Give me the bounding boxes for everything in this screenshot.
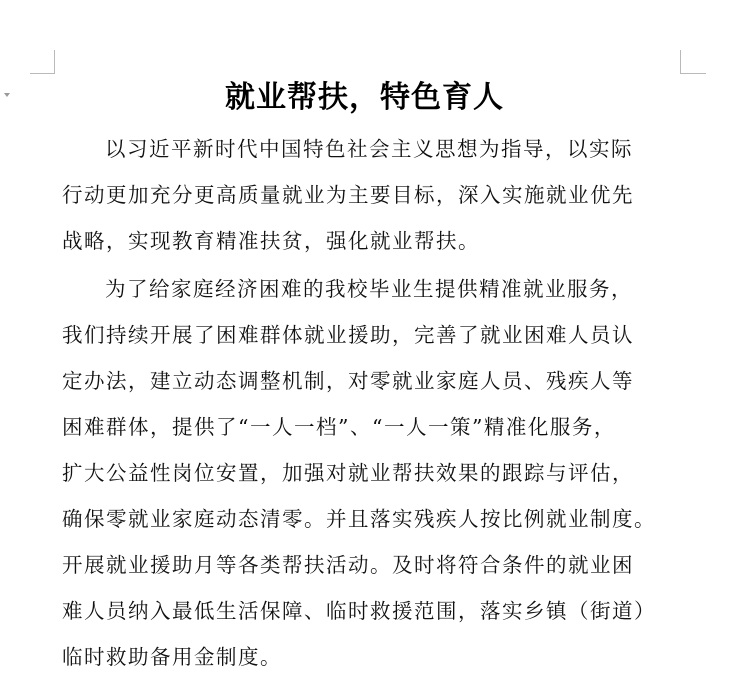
paragraph-2-line-2: 我们持续开展了困难群体就业援助，完善了就业困难人员认: [62, 323, 634, 347]
document-title: 就业帮扶，特色育人: [225, 80, 504, 115]
paragraph-2-line-5: 扩大公益性岗位安置，加强对就业帮扶效果的跟踪与评估，: [62, 461, 634, 485]
paragraph-1-line-2: 行动更加充分更高质量就业为主要目标，深入实施就业优先: [62, 183, 634, 207]
crop-mark-top-right: [680, 73, 706, 74]
paragraph-2-line-1: 为了给家庭经济困难的我校毕业生提供精准就业服务，: [105, 277, 633, 301]
paragraph-2-line-7: 开展就业援助月等各类帮扶活动。及时将符合条件的就业困: [62, 553, 634, 577]
paragraph-1-line-1: 以习近平新时代中国特色社会主义思想为指导，以实际: [105, 137, 633, 161]
paragraph-2-line-9: 临时救助备用金制度。: [62, 645, 282, 669]
paragraph-2-line-8: 难人员纳入最低生活保障、临时救援范围，落实乡镇（街道）: [62, 599, 656, 623]
crop-mark-top-left: [54, 50, 55, 74]
paragraph-2-line-3: 定办法，建立动态调整机制，对零就业家庭人员、残疾人等: [62, 369, 634, 393]
paragraph-2-line-4: 困难群体，提供了“一人一档”、“一人一策”精准化服务，: [62, 415, 616, 439]
paragraph-1-line-3: 战略，实现教育精准扶贫，强化就业帮扶。: [62, 229, 480, 253]
crop-mark-top-left: [30, 73, 55, 74]
paragraph-2-line-6: 确保零就业家庭动态清零。并且落实残疾人按比例就业制度。: [62, 507, 656, 531]
document-body: [62, 126, 722, 680]
crop-mark-top-right: [680, 50, 681, 74]
